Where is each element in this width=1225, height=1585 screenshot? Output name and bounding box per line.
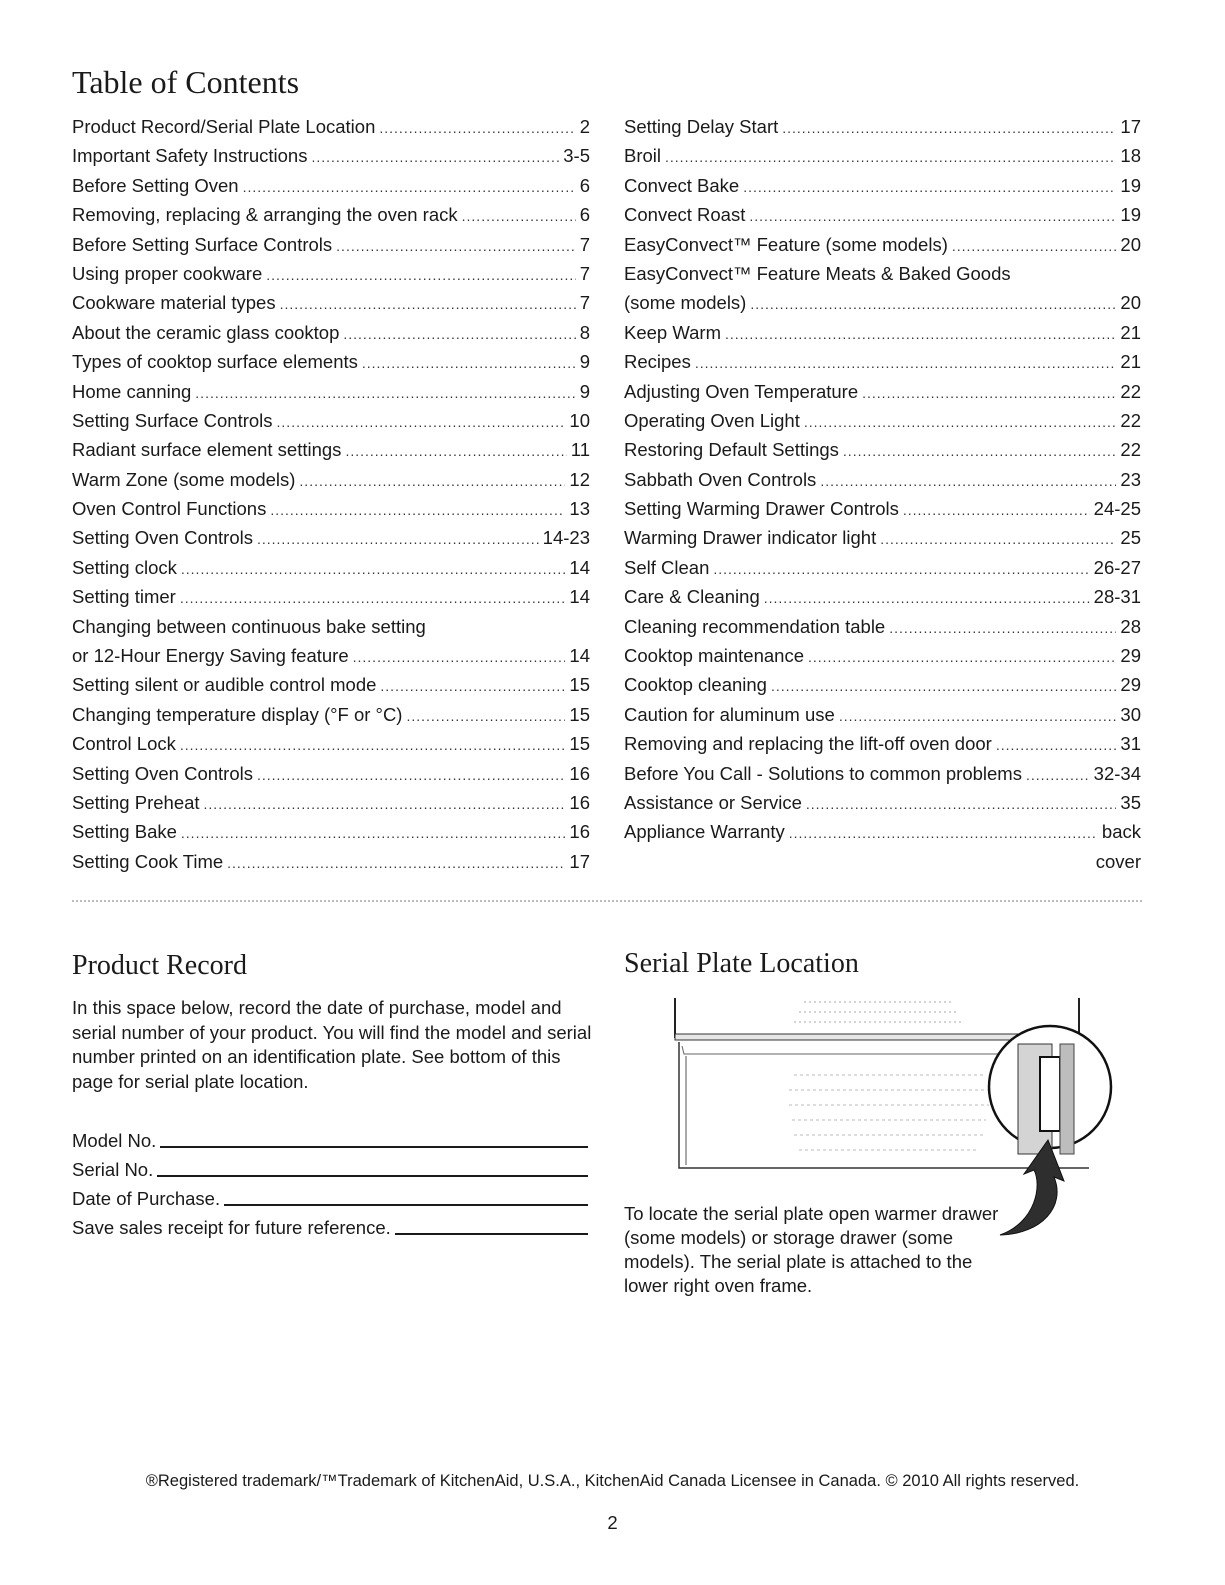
toc-entry-label: Changing between continuous bake setting <box>72 615 426 637</box>
toc-entry-page: 18 <box>1120 145 1141 167</box>
toc-entry-label: Control Lock <box>72 733 176 755</box>
toc-entry-label: Using proper cookware <box>72 262 263 284</box>
toc-leader-dots <box>665 143 1116 172</box>
toc-entry-page: 9 <box>579 351 590 373</box>
toc-entry-page: 14 <box>569 586 590 608</box>
toc-entry <box>72 847 590 876</box>
toc-entry-page: 24-25 <box>1093 498 1141 520</box>
toc-entry <box>624 582 1141 611</box>
toc-entry <box>624 817 1141 846</box>
serial-number-line <box>157 1175 588 1177</box>
toc-entry <box>624 465 1141 494</box>
toc-entry-page: 15 <box>569 733 590 755</box>
toc-entry-page: 2 <box>579 116 590 137</box>
toc-entry-page: 6 <box>579 204 590 226</box>
toc-leader-dots <box>749 202 1116 231</box>
toc-entry-page: 19 <box>1120 174 1141 196</box>
toc-leader-dots <box>952 232 1117 261</box>
toc-leader-dots <box>808 643 1116 672</box>
toc-entry-page: 15 <box>569 703 590 725</box>
toc-entry-page: 14 <box>569 556 590 578</box>
toc-entry <box>72 259 590 288</box>
toc-entry-label: Radiant surface element settings <box>72 439 342 461</box>
toc-entry-page: 28 <box>1120 615 1141 637</box>
toc-entry-label: Changing temperature display (°F or °C) <box>72 703 403 725</box>
serial-plate-text: To locate the serial plate open warmer drawer (some models) or storage drawer (some models). The serial plate is attached to the lower right oven frame. <box>624 1203 999 1296</box>
toc-entry-label: Setting Warming Drawer Controls <box>624 498 899 520</box>
toc-entry <box>624 847 1141 876</box>
toc-entry-page: 29 <box>1120 674 1141 696</box>
toc-entry-label: About the ceramic glass cooktop <box>72 321 340 343</box>
toc-entry-label: Setting Cook Time <box>72 850 224 872</box>
toc-entry-label: Assistance or Service <box>624 791 802 813</box>
toc-entry <box>72 612 590 641</box>
toc-entry-label: EasyConvect™ Feature (some models) <box>624 233 948 255</box>
toc-leader-dots <box>266 261 575 290</box>
toc-entry-label: Operating Oven Light <box>624 409 800 431</box>
toc-leader-dots <box>343 320 575 349</box>
toc-entry <box>72 171 590 200</box>
toc-entry-page: 30 <box>1120 703 1141 725</box>
toc-leader-dots <box>311 143 559 172</box>
toc-entry <box>624 259 1141 288</box>
toc-leader-dots <box>406 702 565 731</box>
toc-entry <box>72 347 590 376</box>
toc-entry-label: Removing, replacing & arranging the oven rack <box>72 204 458 226</box>
toc-right-column <box>624 112 1141 876</box>
toc-entry <box>72 230 590 259</box>
toc-leader-dots <box>257 761 565 790</box>
toc-left-column <box>72 112 590 876</box>
toc-leader-dots <box>750 290 1116 319</box>
toc-entry <box>624 729 1141 758</box>
toc-entry <box>624 435 1141 464</box>
toc-entry-label: Self Clean <box>624 556 710 578</box>
toc-leader-dots <box>804 408 1117 437</box>
toc-leader-dots <box>353 643 566 672</box>
toc-leader-dots <box>771 672 1116 701</box>
toc-entry <box>72 759 590 788</box>
toc-leader-dots <box>903 496 1090 525</box>
toc-entry-page: 14 <box>569 645 590 667</box>
toc-entry-page: cover <box>1095 850 1141 872</box>
toc-entry-label: Important Safety Instructions <box>72 145 308 167</box>
toc-entry-label: Caution for aluminum use <box>624 703 835 725</box>
toc-entry-page: 6 <box>579 174 590 196</box>
toc-entry <box>72 200 590 229</box>
toc-entry-label: Broil <box>624 145 662 167</box>
toc-entry-label: Setting silent or audible control mode <box>72 674 377 696</box>
toc-entry <box>624 171 1141 200</box>
toc-entry <box>624 759 1141 788</box>
toc-entry-label: Appliance Warranty <box>624 821 785 843</box>
toc-entry <box>72 817 590 846</box>
toc-entry <box>624 112 1141 141</box>
toc-leader-dots <box>345 437 566 466</box>
toc-entry-label: Warming Drawer indicator light <box>624 527 877 549</box>
toc-leader-dots <box>764 584 1090 613</box>
toc-leader-dots <box>180 584 566 613</box>
toc-entry-label: or 12-Hour Energy Saving feature <box>72 645 349 667</box>
toc-title: Table of Contents <box>72 64 300 100</box>
toc-entry <box>624 523 1141 552</box>
toc-entry-page: 14-23 <box>542 527 590 549</box>
toc-entry-label: Setting Delay Start <box>624 116 779 137</box>
toc-entry <box>72 553 590 582</box>
toc-leader-dots <box>806 790 1117 819</box>
toc-leader-dots <box>181 819 566 848</box>
toc-leader-dots <box>789 819 1098 848</box>
toc-leader-dots <box>1026 761 1090 790</box>
toc-entry <box>72 377 590 406</box>
toc-entry <box>624 200 1141 229</box>
toc-entry-page: 16 <box>569 821 590 843</box>
toc-entry <box>72 318 590 347</box>
toc-entry <box>624 288 1141 317</box>
toc-leader-dots <box>380 672 565 701</box>
toc-entry-page: 22 <box>1120 439 1141 461</box>
model-number-line <box>160 1146 588 1148</box>
toc-leader-dots <box>695 349 1117 378</box>
toc-entry <box>624 347 1141 376</box>
toc-leader-dots <box>270 496 565 525</box>
page-number: 2 <box>607 1512 618 1533</box>
toc-entry <box>72 670 590 699</box>
toc-leader-dots <box>862 379 1116 408</box>
toc-entry-page: 21 <box>1120 351 1141 373</box>
toc-entry <box>72 435 590 464</box>
toc-entry <box>624 230 1141 259</box>
toc-entry-page: 16 <box>569 762 590 784</box>
toc-entry-page: 23 <box>1120 468 1141 490</box>
toc-leader-dots <box>379 114 575 143</box>
model-number-label: Model No. <box>72 1130 157 1151</box>
toc-entry-label: Sabbath Oven Controls <box>624 468 817 490</box>
toc-entry-page: back <box>1101 821 1141 843</box>
toc-entry-label: Adjusting Oven Temperature <box>624 380 859 402</box>
toc-entry-label: Warm Zone (some models) <box>72 468 296 490</box>
toc-entry-page: 20 <box>1120 292 1141 314</box>
toc-entry-page: 28-31 <box>1093 586 1141 608</box>
toc-entry-label: Setting Oven Controls <box>72 527 253 549</box>
toc-entry-page: 31 <box>1120 733 1141 755</box>
toc-entry-page: 16 <box>569 791 590 813</box>
toc-entry-page: 9 <box>579 380 590 402</box>
purchase-date-field <box>72 1184 588 1210</box>
toc-entry <box>624 553 1141 582</box>
toc-entry <box>72 494 590 523</box>
toc-entry-page: 21 <box>1120 321 1141 343</box>
toc-entry-page: 10 <box>569 409 590 431</box>
toc-leader-dots <box>280 290 576 319</box>
toc-leader-dots <box>820 467 1116 496</box>
toc-leader-dots <box>743 173 1116 202</box>
toc-leader-dots <box>243 173 576 202</box>
toc-leader-dots <box>299 467 565 496</box>
toc-leader-dots <box>843 437 1117 466</box>
toc-entry-label: Setting Oven Controls <box>72 762 253 784</box>
toc-entry-page: 20 <box>1120 233 1141 255</box>
sales-receipt-line <box>395 1233 588 1235</box>
toc-entry-label: Oven Control Functions <box>72 498 267 520</box>
toc-entry-label: Convect Roast <box>624 204 746 226</box>
toc-entry-label: Care & Cleaning <box>624 586 760 608</box>
toc-entry-page: 3-5 <box>563 145 590 167</box>
toc-entry-page: 8 <box>579 321 590 343</box>
toc-entry-label: Removing and replacing the lift-off oven door <box>624 733 992 755</box>
toc-leader-dots <box>725 320 1116 349</box>
toc-entry-page: 13 <box>569 498 590 520</box>
toc-entry <box>72 112 590 141</box>
toc-entry <box>624 318 1141 347</box>
section-divider <box>72 900 1142 902</box>
toc-leader-dots <box>839 702 1117 731</box>
toc-entry-page: 26-27 <box>1093 556 1141 578</box>
toc-entry-label: Recipes <box>624 351 691 373</box>
toc-entry-page: 7 <box>579 233 590 255</box>
toc-entry-label: Setting Preheat <box>72 791 200 813</box>
toc-entry <box>72 700 590 729</box>
product-record-intro: In this space below, record the date of purchase, model and serial number of your product. You will find the model and serial number printed on an identification plate. See bottom of this page for serial plate location. <box>72 997 592 1092</box>
toc-entry-page: 22 <box>1120 380 1141 402</box>
toc-entry-page: 7 <box>579 292 590 314</box>
toc-entry-label: Cooktop maintenance <box>624 645 804 667</box>
toc-leader-dots <box>257 525 539 554</box>
toc-entry-page: 17 <box>1120 116 1141 137</box>
toc-entry <box>72 141 590 170</box>
toc-leader-dots <box>227 849 565 878</box>
toc-entry <box>72 523 590 552</box>
toc-entry-page: 29 <box>1120 645 1141 667</box>
toc-entry <box>624 700 1141 729</box>
toc-entry-label: (some models) <box>624 292 747 314</box>
toc-entry-page: 15 <box>569 674 590 696</box>
toc-entry-page: 32-34 <box>1093 762 1141 784</box>
toc-entry-label: Home canning <box>72 380 192 402</box>
toc-leader-dots <box>277 408 566 437</box>
purchase-date-line <box>224 1204 588 1206</box>
toc-entry-label: Product Record/Serial Plate Location <box>72 116 376 137</box>
toc-entry <box>624 612 1141 641</box>
toc-entry-label: Before Setting Oven <box>72 174 239 196</box>
toc-entry <box>624 494 1141 523</box>
toc-entry <box>72 582 590 611</box>
toc-entry <box>72 406 590 435</box>
toc-leader-dots <box>362 349 576 378</box>
toc-entry-label: Setting timer <box>72 586 176 608</box>
toc-entry <box>624 141 1141 170</box>
toc-leader-dots <box>782 114 1116 143</box>
toc-entry-page: 19 <box>1120 204 1141 226</box>
toc-leader-dots <box>181 555 566 584</box>
toc-leader-dots <box>713 555 1089 584</box>
toc-entry-label: Before Setting Surface Controls <box>72 233 333 255</box>
sales-receipt-field <box>72 1213 588 1239</box>
purchase-date-label: Date of Purchase. <box>72 1188 221 1209</box>
toc-entry-page: 35 <box>1120 791 1141 813</box>
toc-leader-dots <box>180 731 566 760</box>
toc-entry <box>72 729 590 758</box>
toc-entry-label: Setting clock <box>72 556 177 578</box>
model-number-field <box>72 1126 588 1152</box>
toc-entry <box>624 788 1141 817</box>
toc-entry-label: Keep Warm <box>624 321 721 343</box>
toc-entry <box>72 641 590 670</box>
toc-entry-label: Cleaning recommendation table <box>624 615 886 637</box>
toc-entry-label: Setting Bake <box>72 821 177 843</box>
toc-leader-dots <box>336 232 576 261</box>
serial-number-field <box>72 1155 588 1181</box>
serial-number-label: Serial No. <box>72 1159 154 1180</box>
toc-entry-label: Cooktop cleaning <box>624 674 767 696</box>
toc-entry-label: Cookware material types <box>72 292 276 314</box>
toc-entry <box>624 406 1141 435</box>
toc-entry <box>624 670 1141 699</box>
trademark-footer: ®Registered trademark/™Trademark of KitchenAid, U.S.A., KitchenAid Canada Licensee in Canada. © 2010 All rights reserved. <box>145 1472 1080 1490</box>
sales-receipt-label: Save sales receipt for future reference. <box>72 1217 391 1238</box>
toc-leader-dots <box>195 379 575 408</box>
toc-entry-page: 17 <box>569 850 590 872</box>
toc-entry-label: Restoring Default Settings <box>624 439 839 461</box>
toc-entry-label: Setting Surface Controls <box>72 409 273 431</box>
toc-entry <box>624 377 1141 406</box>
toc-leader-dots <box>880 525 1116 554</box>
toc-leader-dots <box>462 202 576 231</box>
toc-entry <box>624 641 1141 670</box>
toc-entry-label: EasyConvect™ Feature Meats & Baked Goods <box>624 262 1011 284</box>
product-record-title: Product Record <box>72 950 247 981</box>
toc-entry-label: Convect Bake <box>624 174 740 196</box>
toc-entry-page: 12 <box>569 468 590 490</box>
toc-entry-page: 7 <box>579 262 590 284</box>
toc-entry-page: 22 <box>1120 409 1141 431</box>
toc-leader-dots <box>889 614 1116 643</box>
toc-entry <box>72 465 590 494</box>
toc-leader-dots <box>996 731 1117 760</box>
toc-entry-label: Types of cooktop surface elements <box>72 351 358 373</box>
toc-entry-page: 11 <box>570 439 590 461</box>
toc-entry-page: 25 <box>1120 527 1141 549</box>
toc-entry <box>72 788 590 817</box>
toc-entry <box>72 288 590 317</box>
toc-leader-dots <box>204 790 566 819</box>
serial-plate-title: Serial Plate Location <box>624 948 859 979</box>
toc-entry-label: Before You Call - Solutions to common problems <box>624 762 1022 784</box>
